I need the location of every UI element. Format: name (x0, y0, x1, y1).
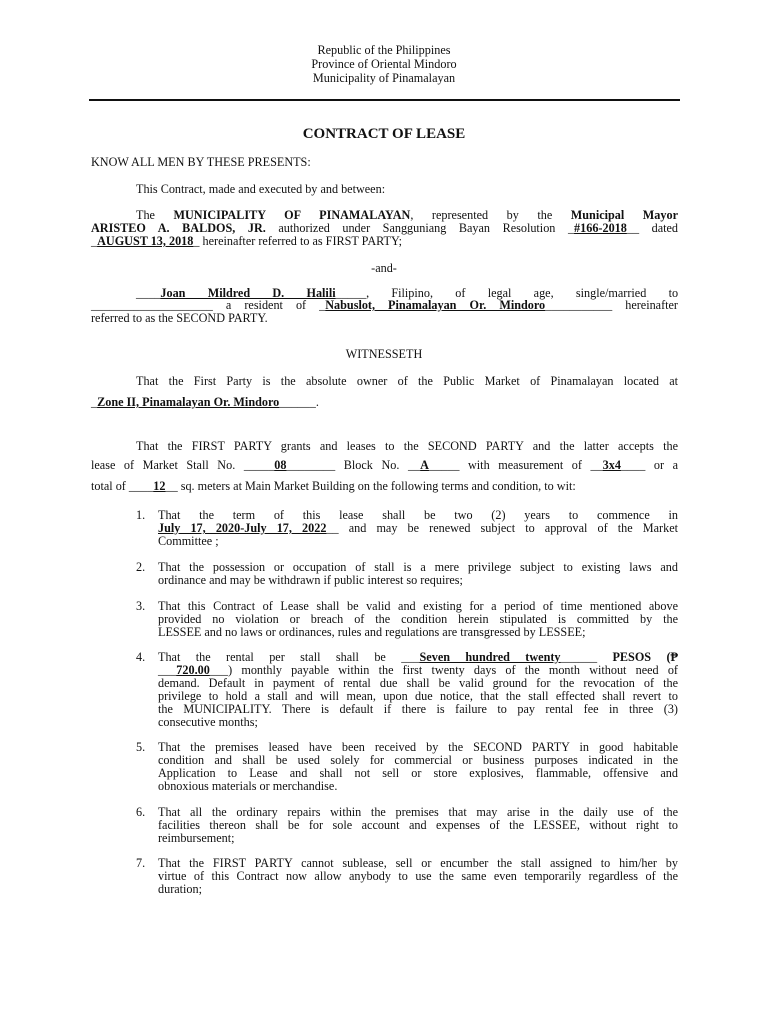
header-municipality: Municipality of Pinamalayan (312, 71, 456, 85)
grant-line-2: lease of Market Stall No. _____08________ Block No. __A_____ with measurement of __3x4____ or a (91, 458, 679, 472)
block-number-field: A (420, 458, 429, 472)
document-title: CONTRACT OF LEASE (302, 126, 466, 142)
header-divider (89, 99, 680, 101)
and-separator: -and- (371, 261, 397, 275)
market-location-field: Zone II, Pinamalayan Or. Mindoro (97, 395, 280, 409)
ownership-line-2: _Zone II, Pinamalayan Or. Mindoro______. (91, 395, 319, 409)
second-party-line-2: ____________________ a resident of _Nabuslot, Pinamalayan Or. Mindoro___________ hereinafter (91, 298, 678, 312)
lessee-address-field: Nabuslot, Pinamalayan Or. Mindoro (325, 298, 546, 312)
first-party-line-2: ARISTEO A. BALDOS, JR. authorized under Sangguniang Bayan Resolution _#166-2018__ dated (91, 221, 678, 235)
lessee-name-field: Joan Mildred D. Halili (160, 286, 336, 300)
mayor-title: Municipal Mayor (570, 208, 678, 222)
grant-line-3: total of ____12__ sq. meters at Main Market Building on the following terms and condition, to wit: (91, 479, 576, 493)
stall-measurement-field: 3x4 (602, 458, 621, 472)
total-area-field: 12 (153, 479, 166, 493)
mayor-name: ARISTEO A. BALDOS, JR. (91, 221, 266, 235)
resolution-number-field: #166-2018 (574, 221, 627, 235)
intro-text: KNOW ALL MEN BY THESE PRESENTS: (91, 155, 311, 169)
rental-in-words-field: Seven hundred twenty (419, 650, 561, 664)
ownership-line-1: That the First Party is the absolute owner of the Public Market of Pinamalayan located at (136, 374, 678, 388)
second-party-line-3: referred to as the SECOND PARTY. (91, 311, 268, 325)
municipality-name: MUNICIPALITY OF PINAMALAYAN (173, 208, 411, 222)
second-party-line-1: ____Joan Mildred D. Halili_____, Filipino, of legal age, single/married to (136, 286, 679, 300)
header-province: Province of Oriental Mindoro (311, 57, 457, 71)
header-republic: Republic of the Philippines (317, 43, 451, 57)
contract-made-text: This Contract, made and executed by and between: (136, 182, 386, 196)
witnesseth-heading: WITNESSETH (345, 347, 423, 361)
grant-line-1: That the FIRST PARTY grants and leases to the SECOND PARTY and the latter accepts the (136, 439, 678, 453)
stall-number-field: 08 (274, 458, 287, 472)
document-page: Republic of the Philippines Province of Oriental Mindoro Municipality of Pinamalayan CONTRACT OF LEASE KNOW ALL MEN BY THESE PRESENTS: This Contract, made and executed by and between: The MUNICIPALITY OF PINAMALAYAN, represented by the Municipal Mayor ARISTEO A. BALDOS, JR. authorized under Sangguniang Bayan Resolution _#166-2018__ dated _AUGUST 13, 2018_ hereinafter referred to as FIRST PARTY; -and- ____Joan Mildred D. Halili_____, Filipino, of legal age, single/married to ____________________ a resident of _Nabuslot, Pinamalayan Or. Mindoro___________ hereinafter referred to as the SECOND PARTY. WITNESSETH That the First Party is the absolute owner of the Public Market of Pinamalayan located at _Zone II, Pinamalayan Or. Mindoro______. That the FIRST PARTY grants and leases to the SECOND PARTY and the latter accepts the lease of Market Stall No. _____08________ Block No. __A_____ with measurement of __3x4____ or a total of ____12__ sq. meters at Main Market Building on the following terms and condition, to wit: 1. That the term of this lease shall be two (2) years to commence in July 17, 2020-July 17, 2022__ and may be renewed subject to approval of the Market Committee ; 2. That the possession or occupation of stall is a mere privilege subject to existing laws and ordinance and may be withdrawn if public interest so requires; 3. That this Contract of Lease shall be valid and existing for a period of time mentioned above provided no violation or breach of the condition herein stipulated is committed by the LESSEE and no laws or ordinances, rules and regulations are transgressed by LESSEE; 4. That the rental per stall shall be ___Seven hundred twenty______ PESOS (₱ ___720.00___) monthly payable within the first twenty days of the month without need of demand. Default in payment of rental due shall be valid ground for the revocation of the privilege to hold a stall and will mean, upon due notice, that the stall effected shall revert to the MUNICIPALITY. There is default if there is failure to pay rental fee in three (3) consecutive months; 5. That the premises leased have been received by the SECOND PARTY in good habitable condition and shall be used solely for commercial or business purposes indicated in the Application to Lease and shall not sell or store explosives, flammable, offensive and obnoxious materials or merchandise. 6. That all the ordinary repairs within the premises that may arise in the daily use of the facilities thereon shall be for sole account and expenses of the LESSEE, without right to reimbursement; 7. That the FIRST PARTY cannot sublease, sell or encumber the stall assigned to him/her by virtue of this Contract now allow anybody to use the same even temporarily regardless of the duration; (0, 0, 768, 1024)
first-party-line-1: The MUNICIPALITY OF PINAMALAYAN, represented by the Municipal Mayor (136, 208, 678, 222)
lease-period-field: July 17, 2020-July 17, 2022 (158, 521, 327, 535)
rental-amount-field: 720.00 (176, 663, 210, 677)
resolution-date-field: AUGUST 13, 2018 (97, 234, 194, 248)
first-party-line-3: _AUGUST 13, 2018_ hereinafter referred to as FIRST PARTY; (91, 234, 403, 248)
